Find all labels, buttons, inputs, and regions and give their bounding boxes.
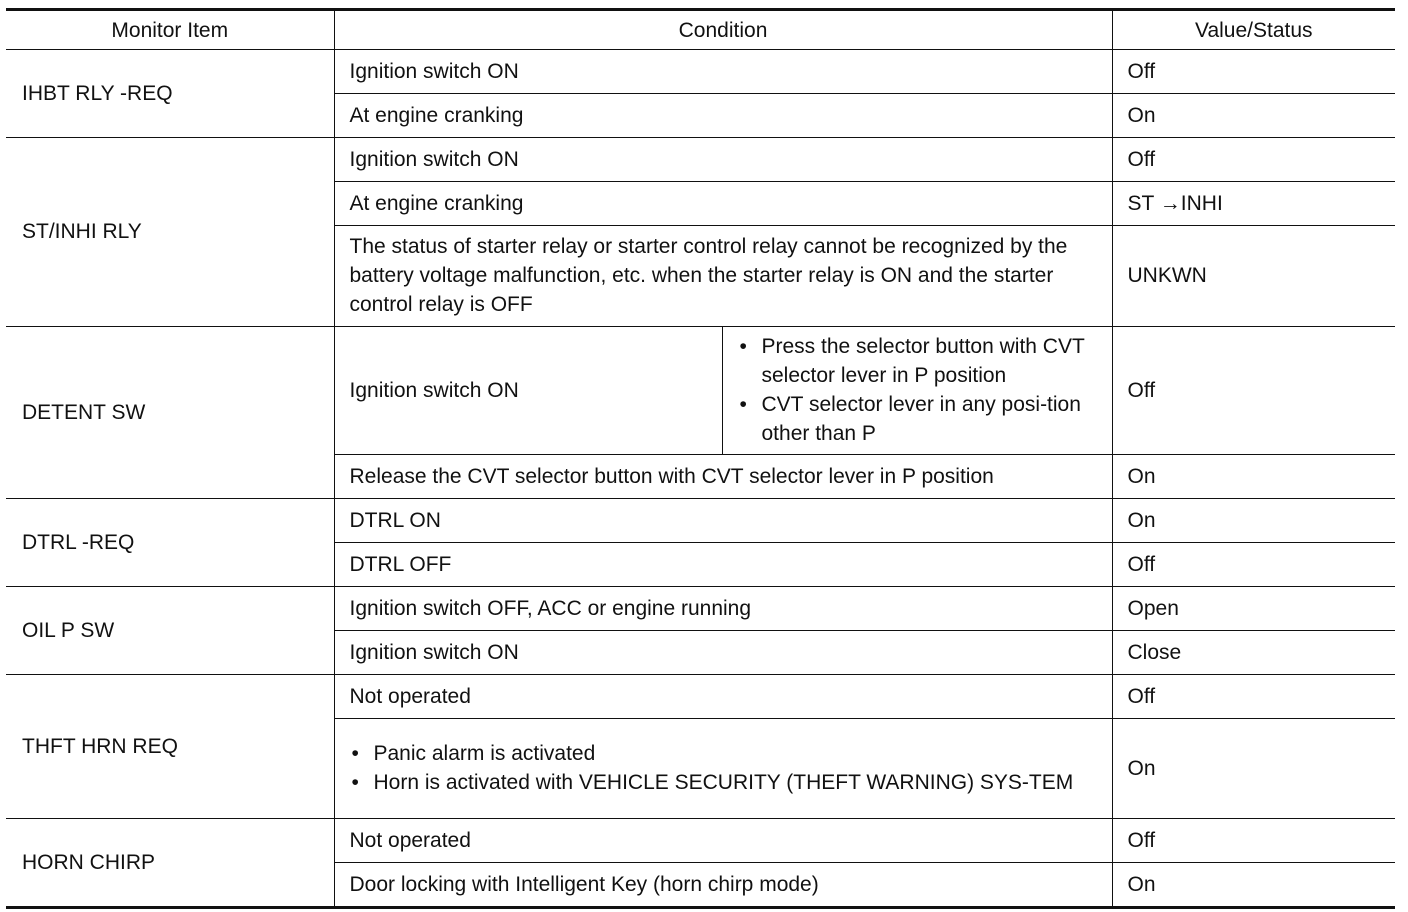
condition-cell: Not operated bbox=[334, 675, 1112, 719]
monitor-item-cell: OIL P SW bbox=[6, 587, 334, 675]
condition-cell: Ignition switch ON bbox=[334, 50, 1112, 94]
monitor-item-cell: HORN CHIRP bbox=[6, 819, 334, 908]
value-cell: On bbox=[1112, 94, 1395, 138]
condition-cell bbox=[334, 719, 1112, 819]
condition-cell: Door locking with Intelligent Key (horn chirp mode) bbox=[334, 863, 1112, 908]
condition-cell: Not operated bbox=[334, 819, 1112, 863]
monitor-item-cell: THFT HRN REQ bbox=[6, 675, 334, 819]
condition-cell: Ignition switch OFF, ACC or engine running bbox=[334, 587, 1112, 631]
condition-cell: At engine cranking bbox=[334, 182, 1112, 226]
condition-cell: DTRL OFF bbox=[334, 543, 1112, 587]
condition-cell: DTRL ON bbox=[334, 499, 1112, 543]
value-cell: On bbox=[1112, 863, 1395, 908]
value-cell: ST →INHI bbox=[1112, 182, 1395, 226]
list-item: • Press the selector button with CVT selector lever in P position bbox=[738, 332, 1098, 390]
table-row bbox=[6, 499, 1395, 543]
list-item: • Horn is activated with VEHICLE SECURITY (THEFT WARNING) SYS-TEM bbox=[350, 768, 1098, 797]
value-cell: Off bbox=[1112, 675, 1395, 719]
monitor-item-cell: DETENT SW bbox=[6, 327, 334, 499]
condition-cell: Ignition switch ON bbox=[334, 138, 1112, 182]
value-cell: Off bbox=[1112, 327, 1395, 455]
condition-cell: Release the CVT selector button with CVT selector lever in P position bbox=[334, 455, 1112, 499]
bullet-list bbox=[350, 739, 1098, 797]
header-row bbox=[6, 10, 1395, 50]
header-condition: Condition bbox=[334, 10, 1112, 50]
value-cell: On bbox=[1112, 719, 1395, 819]
monitor-item-cell: ST/INHI RLY bbox=[6, 138, 334, 327]
monitor-item-cell: DTRL -REQ bbox=[6, 499, 334, 587]
value-cell: Close bbox=[1112, 631, 1395, 675]
value-cell: Off bbox=[1112, 50, 1395, 94]
value-cell: On bbox=[1112, 499, 1395, 543]
condition-detail-cell bbox=[722, 327, 1112, 455]
value-cell: Off bbox=[1112, 543, 1395, 587]
table-row bbox=[6, 138, 1395, 182]
list-item: • CVT selector lever in any posi-tion other than P bbox=[738, 390, 1098, 448]
table-row bbox=[6, 50, 1395, 94]
list-item: • Panic alarm is activated bbox=[350, 739, 1098, 768]
condition-cell: Ignition switch ON bbox=[334, 327, 722, 455]
header-value-status: Value/Status bbox=[1112, 10, 1395, 50]
header-monitor-item: Monitor Item bbox=[6, 10, 334, 50]
value-cell: Off bbox=[1112, 138, 1395, 182]
monitor-item-cell: IHBT RLY -REQ bbox=[6, 50, 334, 138]
bullet-list bbox=[738, 332, 1098, 448]
table-row bbox=[6, 819, 1395, 863]
condition-cell: Ignition switch ON bbox=[334, 631, 1112, 675]
value-cell: UNKWN bbox=[1112, 226, 1395, 327]
condition-cell: At engine cranking bbox=[334, 94, 1112, 138]
value-cell: Off bbox=[1112, 819, 1395, 863]
table-row bbox=[6, 327, 1395, 455]
table-row bbox=[6, 675, 1395, 719]
value-cell: On bbox=[1112, 455, 1395, 499]
condition-cell: The status of starter relay or starter control relay cannot be recognized by the battery voltage malfunction, etc. when the starter relay is ON and the starter control relay is OFF bbox=[334, 226, 1112, 327]
value-cell: Open bbox=[1112, 587, 1395, 631]
monitor-table bbox=[6, 8, 1395, 909]
table-row bbox=[6, 587, 1395, 631]
